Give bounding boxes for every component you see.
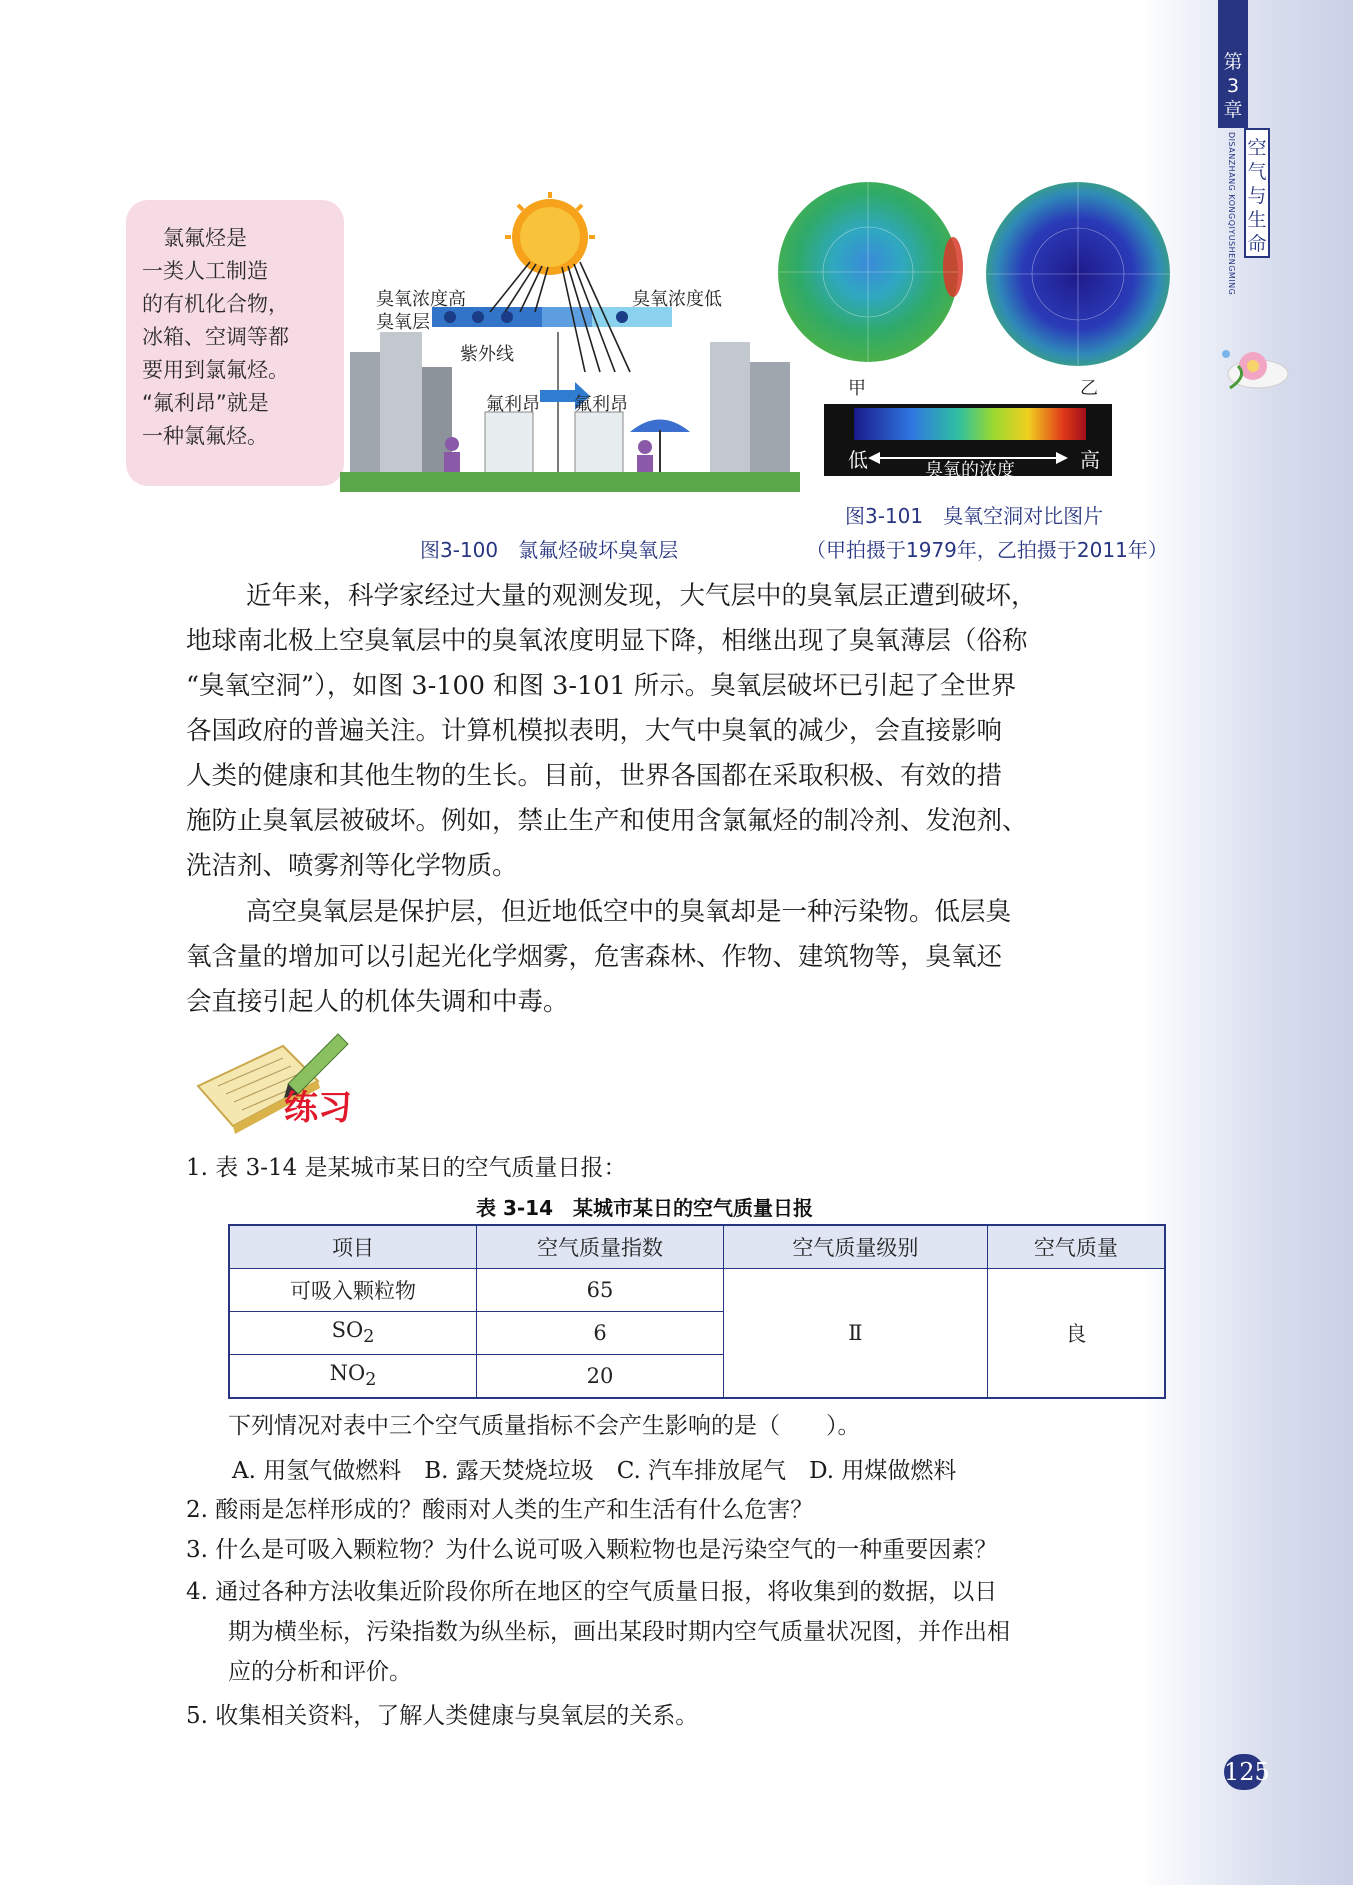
body-p1-line-1: 近年来，科学家经过大量的观测发现，大气层中的臭氧层正遭到破坏， <box>246 581 1037 611</box>
question-3: 3. 什么是可吸入颗粒物？为什么说可吸入颗粒物也是污染空气的一种重要因素？ <box>186 1537 998 1563</box>
question-1-intro: 1. 表 3-14 是某城市某日的空气质量日报： <box>186 1155 627 1181</box>
table-cell-quality: 良 <box>987 1269 1165 1399</box>
teacup-icon <box>1208 336 1298 396</box>
body-p1-line-6: 施防止臭氧层被破坏。例如，禁止生产和使用含氯氟烃的制冷剂、发泡剂、 <box>186 806 1028 836</box>
body-p1-line-2: 地球南北极上空臭氧层中的臭氧浓度明显下降，相继出现了臭氧薄层（俗称 <box>186 626 1028 656</box>
figure-ozone-hole-globes <box>768 182 1178 482</box>
subscript: 2 <box>363 1327 375 1348</box>
figure-cfc-ozone-illustration <box>340 192 800 492</box>
air-quality-table <box>228 1224 1166 1399</box>
scale-label: 臭氧的浓度 <box>925 460 1015 481</box>
label-ozone-high: 臭氧浓度高 <box>376 289 466 310</box>
question-1-stem: 下列情况对表中三个空气质量指标不会产生影响的是（ ）。 <box>228 1413 861 1439</box>
label-ozone-low: 臭氧浓度低 <box>632 289 722 310</box>
question-4-line-1: 4. 通过各种方法收集近阶段你所在地区的空气质量日报，将收集到的数据，以日 <box>186 1579 998 1605</box>
table-cell-item <box>229 1312 477 1355</box>
table-row <box>229 1269 1165 1312</box>
note-text: 氯氟烃是 一类人工制造 的有机化合物， 冰箱、空调等都 要用到氯氟烃。 “氟利昂”就是 一种氯氟烃。 <box>142 226 289 448</box>
subscript: 2 <box>365 1370 377 1391</box>
scale-low-label: 低 <box>848 448 868 472</box>
globe-label-b: 乙 <box>1080 378 1098 399</box>
pollutant-no2: NO <box>329 1361 366 1386</box>
page-number: 125 <box>1224 1754 1264 1790</box>
body-p1-line-7: 洗洁剂、喷雾剂等化学物质。 <box>186 851 518 881</box>
body-p2-line-1: 高空臭氧层是保护层，但近地低空中的臭氧却是一种污染物。低层臭 <box>246 897 1012 927</box>
label-ozone-layer: 臭氧层 <box>376 312 430 333</box>
globe-label-a: 甲 <box>848 378 866 399</box>
question-4-line-2: 期为横坐标，污染指数为纵坐标，画出某段时期内空气质量状况图，并作出相 <box>228 1619 1010 1645</box>
figure-101-caption: 图3-101 臭氧空洞对比图片 <box>845 504 1104 528</box>
question-4-line-3: 应的分析和评价。 <box>228 1659 412 1685</box>
table-header: 项目 <box>229 1225 477 1269</box>
label-freon-left: 氟利昂 <box>486 394 540 415</box>
figure-100-caption: 图3-100 氯氟烃破坏臭氧层 <box>420 538 679 562</box>
pollutant-so2: SO <box>331 1318 364 1343</box>
table-header-row <box>229 1225 1165 1269</box>
table-header: 空气质量指数 <box>477 1225 724 1269</box>
chapter-pinyin: DISANZHANG KONGQIYUSHENGMING <box>1227 132 1236 296</box>
body-p2-line-2: 氧含量的增加可以引起光化学烟雾，危害森林、作物、建筑物等，臭氧还 <box>186 942 1003 972</box>
question-1-options: A. 用氢气做燃料 B. 露天焚烧垃圾 C. 汽车排放尾气 D. 用煤做燃料 <box>232 1458 957 1484</box>
table-header: 空气质量级别 <box>724 1225 988 1269</box>
figure-101-caption-dates: （甲拍摄于1979年，乙拍摄于2011年） <box>806 538 1168 562</box>
scale-high-label: 高 <box>1080 448 1100 472</box>
table-cell-item <box>229 1355 477 1399</box>
chapter-title: 空 气 与 生 命 <box>1244 128 1270 258</box>
exercise-heading: 练习 <box>284 1088 352 1128</box>
table-cell-index: 20 <box>477 1355 724 1399</box>
table-caption: 表 3-14 某城市某日的空气质量日报 <box>476 1196 814 1220</box>
label-uv: 紫外线 <box>460 344 514 365</box>
body-p1-line-3: “臭氧空洞”），如图 3-100 和图 3-101 所示。臭氧层破坏已引起了全世界 <box>186 671 1017 701</box>
question-5: 5. 收集相关资料，了解人类健康与臭氧层的关系。 <box>186 1703 699 1729</box>
body-p2-line-3: 会直接引起人的机体失调和中毒。 <box>186 987 569 1017</box>
question-2: 2. 酸雨是怎样形成的？酸雨对人类的生产和生活有什么危害？ <box>186 1497 814 1523</box>
label-freon-right: 氟利昂 <box>574 394 628 415</box>
chapter-tab: 第 3 章 <box>1218 0 1248 128</box>
table-cell-item: 可吸入颗粒物 <box>229 1269 477 1312</box>
table-header: 空气质量 <box>987 1225 1165 1269</box>
table-cell-level: Ⅱ <box>724 1269 988 1399</box>
table-cell-index: 65 <box>477 1269 724 1312</box>
table-cell-index: 6 <box>477 1312 724 1355</box>
body-p1-line-5: 人类的健康和其他生物的生长。目前，世界各国都在采取积极、有效的措 <box>186 761 1003 791</box>
body-p1-line-4: 各国政府的普遍关注。计算机模拟表明，大气中臭氧的减少，会直接影响 <box>186 716 1003 746</box>
